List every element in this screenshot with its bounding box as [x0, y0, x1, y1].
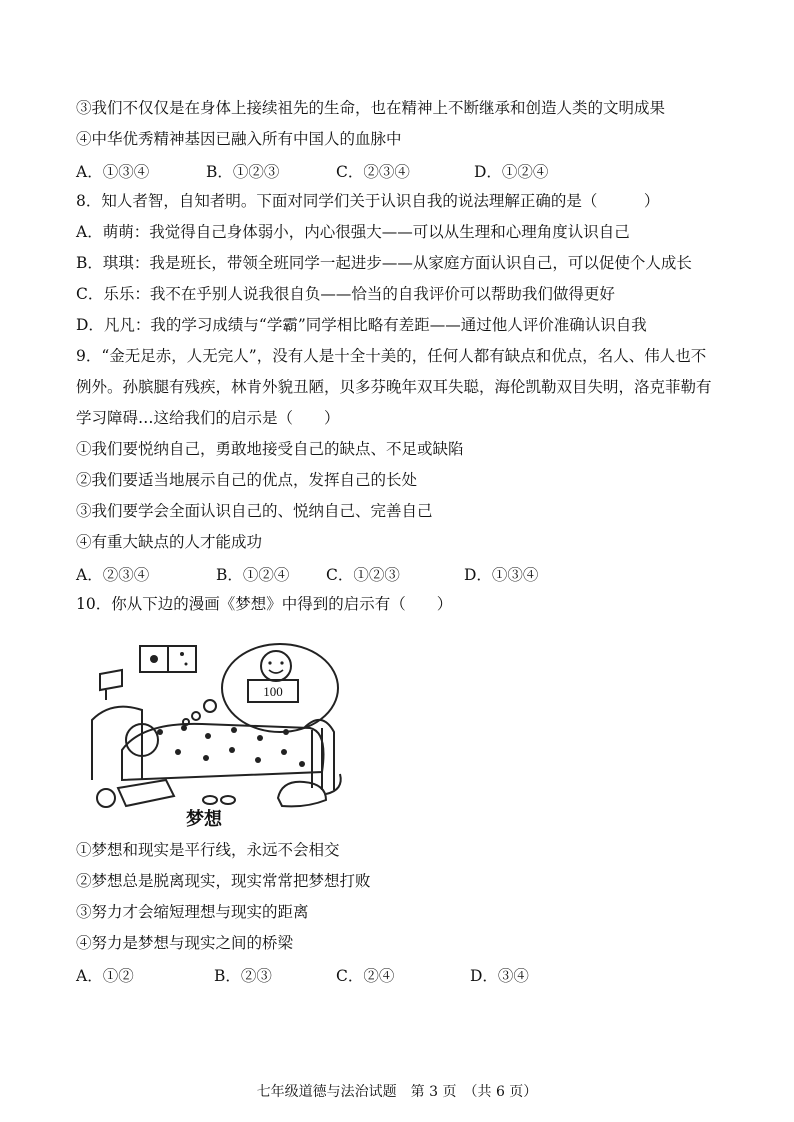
q8-option-d: D．凡凡：我的学习成绩与“学霸”同学相比略有差距——通过他人评价准确认识自我 [76, 316, 647, 334]
q8-stem: 8．知人者智，自知者明。下面对同学们关于认识自我的说法理解正确的是（ ） [76, 192, 660, 210]
comic-alarm-clock [97, 789, 115, 807]
q10-choice-b: B．②③ [214, 967, 272, 985]
q9-choices [76, 563, 734, 583]
q7-choice-b: B．①②③ [206, 163, 280, 181]
q9-stem-line-2: 例外。孙膑腿有残疾，林肯外貌丑陋，贝多芬晚年双耳失聪，海伦凯勒双目失明，洛克菲勒有 [76, 378, 712, 396]
q9-choice-c: C．①②③ [326, 566, 400, 584]
q9-option-3: ③我们要学会全面认识自己的、悦纳自己、完善自己 [76, 502, 433, 520]
q9-stem-line-1: 9．“金无足赤，人无完人”，没有人是十全十美的，任何人都有缺点和优点，名人、伟人也不 [76, 347, 707, 365]
q10-option-1: ①梦想和现实是平行线，永远不会相交 [76, 841, 340, 859]
dream-comic-illustration [82, 640, 372, 830]
q10-option-2: ②梦想总是脱离现实，现实常常把梦想打败 [76, 872, 371, 890]
q8-option-a: A．萌萌：我觉得自己身体弱小，内心很强大——可以从生理和心理角度认识自己 [76, 223, 630, 241]
q9-choice-d: D．①③④ [464, 566, 539, 584]
comic-dream-face [261, 651, 291, 681]
page-footer: 七年级道德与法治试题 第 3 页 （共 6 页） [256, 1084, 538, 1100]
comic-bed-head [92, 707, 142, 780]
q9-choice-b: B．①②④ [216, 566, 290, 584]
q10-choice-a: A．①② [76, 967, 134, 985]
q10-stem: 10．你从下边的漫画《梦想》中得到的启示有（ ） [76, 595, 453, 613]
comic-score-text: 100 [263, 684, 283, 699]
q7-choice-c: C．②③④ [336, 163, 410, 181]
q7-choice-a: A．①③④ [76, 163, 150, 181]
q9-option-1: ①我们要悦纳自己，勇敢地接受自己的缺点、不足或缺陷 [76, 440, 464, 458]
q9-option-2: ②我们要适当地展示自己的优点，发挥自己的长处 [76, 471, 418, 489]
comic-cat [278, 782, 326, 807]
q8-option-c: C．乐乐：我不在乎别人说我很自负——恰当的自我评价可以帮助我们做得更好 [76, 285, 615, 303]
q10-choice-d: D．③④ [470, 967, 529, 985]
q7-option-4: ④中华优秀精神基因已融入所有中国人的血脉中 [76, 130, 402, 148]
q7-choice-d: D．①②④ [474, 163, 549, 181]
q9-choice-a: A．②③④ [76, 566, 150, 584]
q10-option-3: ③努力才会缩短理想与现实的距离 [76, 903, 309, 921]
q10-option-4: ④努力是梦想与现实之间的桥梁 [76, 934, 294, 952]
q8-option-b: B．琪琪：我是班长，带领全班同学一起进步——从家庭方面认识自己，可以促使个人成长 [76, 254, 692, 272]
q9-stem-line-3: 学习障碍…这给我们的启示是（ ） [76, 409, 340, 427]
comic-slipper [203, 796, 217, 804]
comic-lamp [100, 670, 122, 690]
comic-book [118, 780, 174, 806]
q7-option-3: ③我们不仅仅是在身体上接续祖先的生命，也在精神上不断继承和创造人类的文明成果 [76, 99, 666, 117]
comic-bed-foot [304, 720, 334, 790]
q10-choice-c: C．②④ [336, 967, 395, 985]
q10-choices [76, 964, 734, 984]
q7-choices [76, 160, 734, 180]
comic-caption: 梦想 [186, 809, 222, 830]
q9-option-4: ④有重大缺点的人才能成功 [76, 533, 263, 551]
